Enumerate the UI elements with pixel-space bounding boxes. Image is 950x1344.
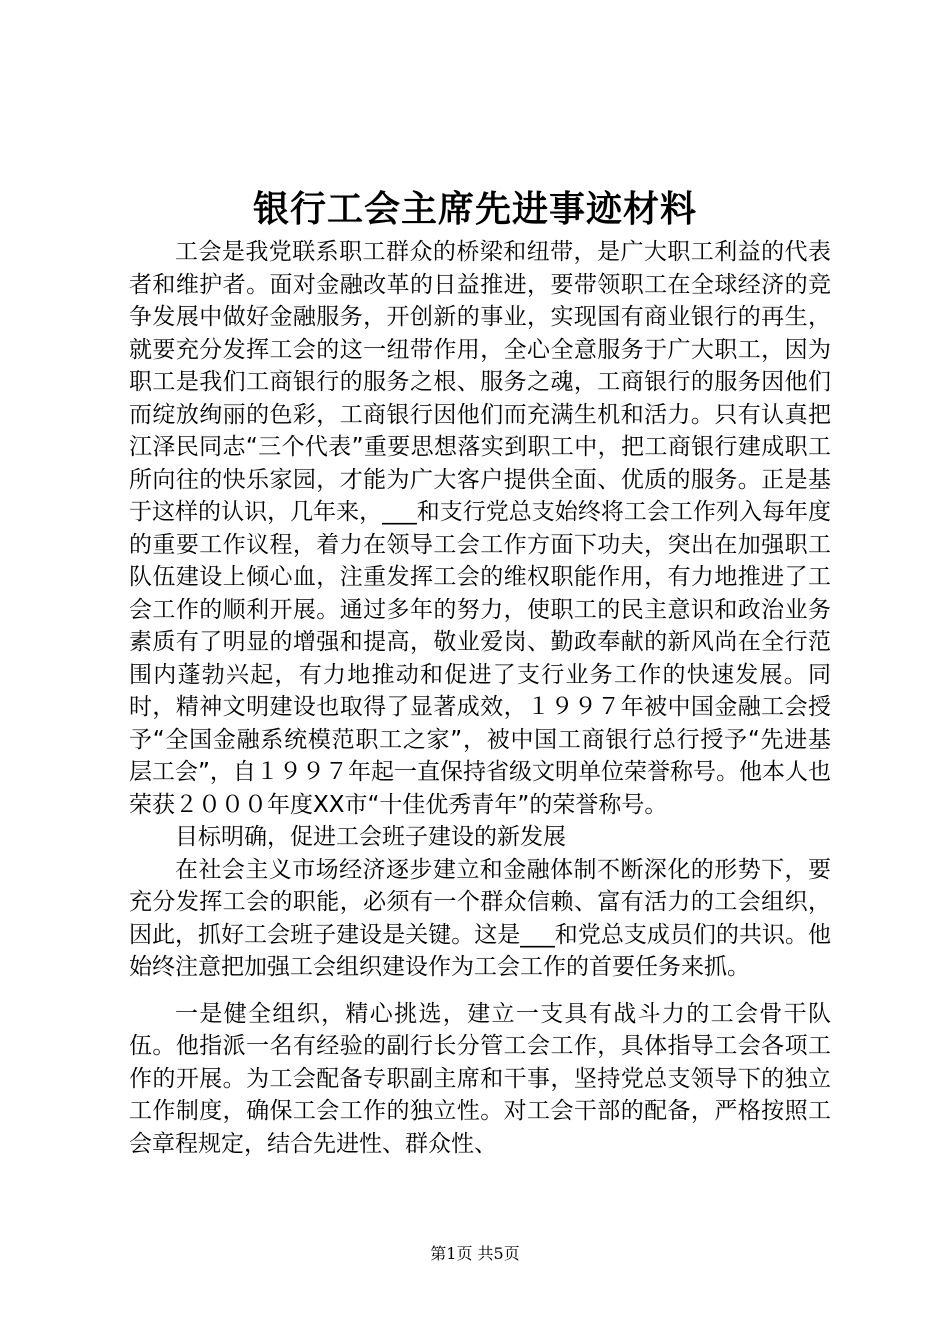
page-number-footer: 第1页 共5页: [430, 1244, 520, 1263]
document-title: 银行工会主席先进事迹材料: [252, 188, 697, 230]
paragraph-team-building: 在社会主义市场经济逐步建立和金融体制不断深化的形势下，要充分发挥工会的职能，必须有一个群众信赖、富有活力的工会组织，因此，抓好工会班子建设是关键。这是___和党总支成员们的共识。他始终注意把加强工会组织建设作为工会工作的首要任务来抓。: [129, 856, 831, 980]
paragraph-organization: 一是健全组织，精心挑选，建立一支具有战斗力的工会骨干队伍。他指派一名有经验的副行长分管工会工作，具体指导工会各项工作的开展。为工会配备专职副主席和干事，坚持党总支领导下的独立工作制度，确保工会工作的独立性。对工会干部的配备，严格按照工会章程规定，结合先进性、群众性、: [129, 1000, 831, 1157]
document-body: [129, 236, 831, 1160]
paragraph-intro: 工会是我党联系职工群众的桥梁和纽带，是广大职工利益的代表者和维护者。面对金融改革的日益推进，要带领职工在全球经济的竞争发展中做好金融服务，开创新的事业，实现国有商业银行的再生，就要充分发挥工会的这一纽带作用，全心全意服务于广大职工，因为职工是我们工商银行的服务之根、服务之魂，工商银行的服务因他们而绽放绚丽的色彩，工商银行因他们而充满生机和活力。只有认真把江泽民同志“三个代表”重要思想落实到职工中，把工商银行建成职工所向往的快乐家园，才能为广大客户提供全面、优质的服务。正是基于这样的认识，几年来，___和支行党总支始终将工会工作列入每年度的重要工作议程，着力在领导工会工作方面下功夫，突出在加强职工队伍建设上倾心血，注重发挥工会的维权职能作用，有力地推进了工会工作的顺利开展。通过多年的努力，使职工的民主意识和政治业务素质有了明显的增强和提高，敬业爱岗、勤政奉献的新风尚在全行范围内蓬勃兴起，有力地推动和促进了支行业务工作的快速发展。同时，精神文明建设也取得了显著成效，１９９７年被中国金融工会授予“全国金融系统模范职工之家”，被中国工商银行总行授予“先进基层工会”，自１９９７年起一直保持省级文明单位荣誉称号。他本人也荣获２０００年度XX市“十佳优秀青年”的荣誉称号。: [129, 239, 831, 818]
section-heading: 目标明确，促进工会班子建设的新发展: [175, 824, 566, 850]
